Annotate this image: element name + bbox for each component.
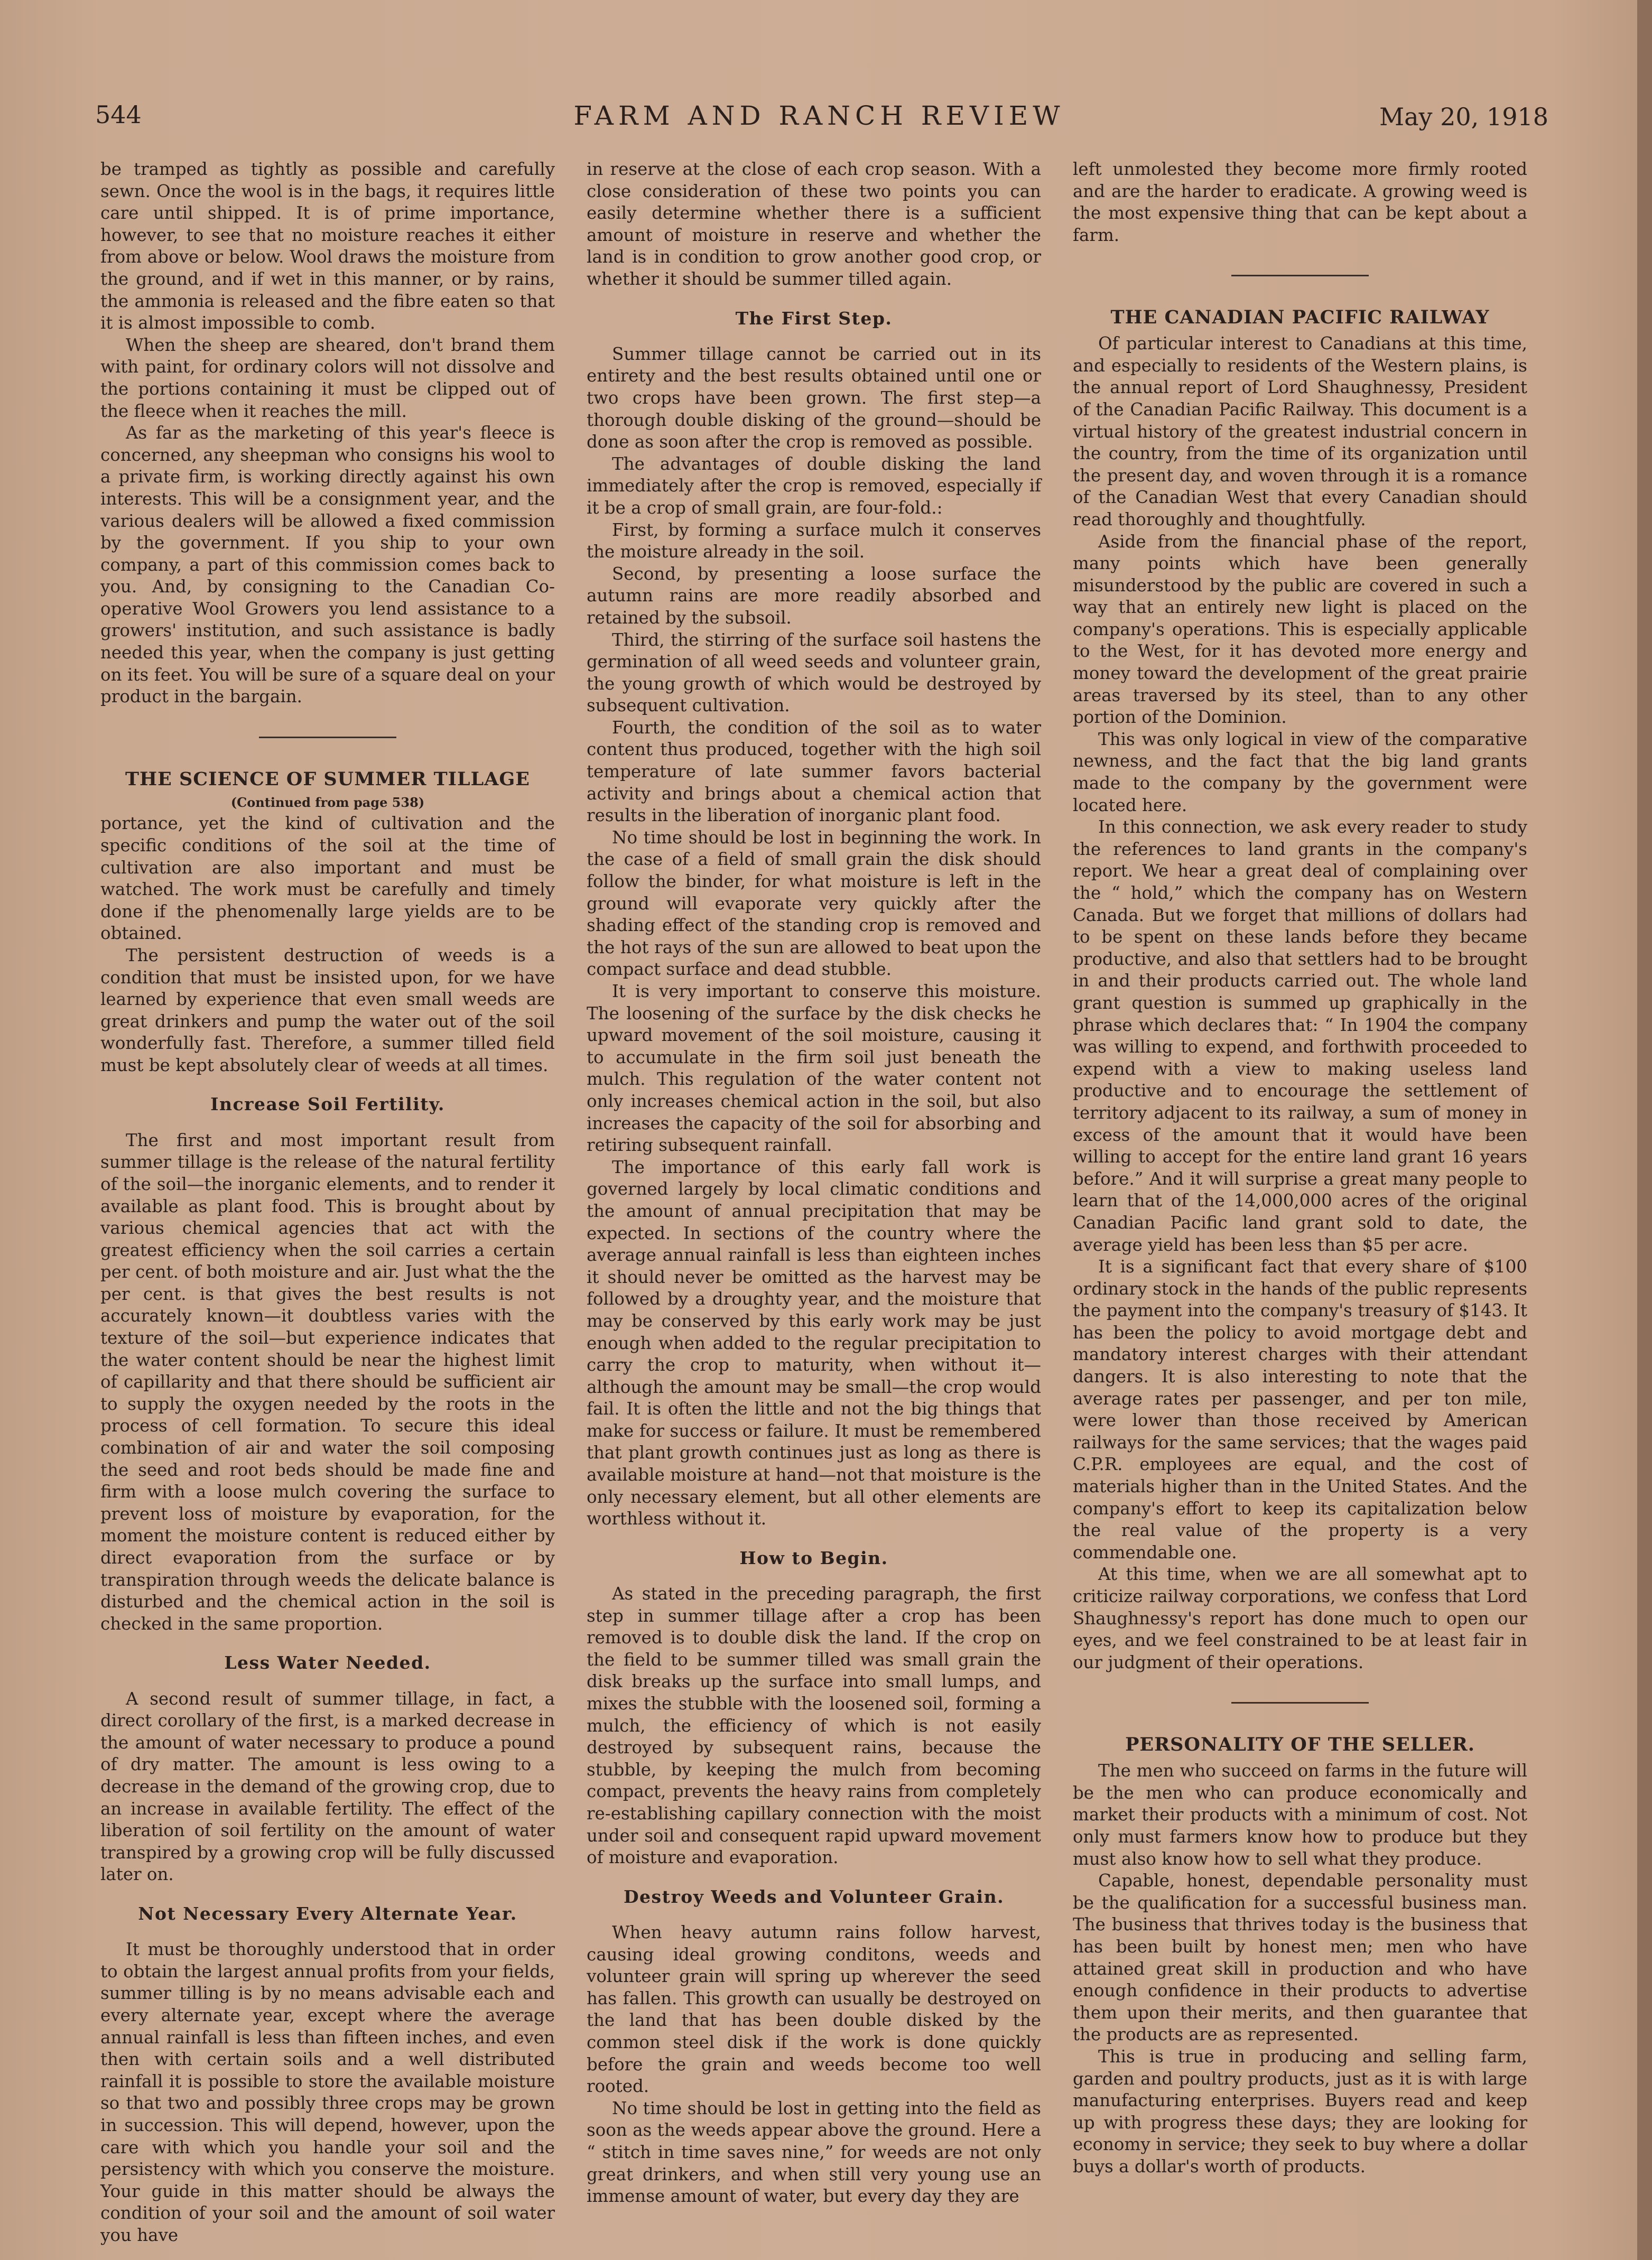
- paragraph: In this connection, we ask every reader to study the references to land grants in the company's report. We hear a great deal of complaining over the “ hold,” which the company has on Western Canada. But we forget that millions of dollars had to be spent on these lands before they became productive, and also that settlers had to be brought in and their products carried out. The whole land grant question is summed up graphically in the phrase which declares that: “ In 1904 the company was willing to expend, and forthwith proceeded to expend with a view to making useless land productive and to encourage the settlement of territory adjacent to its railway, a sum of money in excess of the amount that it would have been willing to accept for the entire land grant 16 years before.” And it will surprise a great many people to learn that of the 14,000,000 acres of the original Canadian Pacific land grant sold to date, the average yield has been less than $5 per acre.: [1073, 817, 1527, 1255]
- paragraph: in reserve at the close of each crop season. With a close consideration of these two points you can easily determine whether there is a sufficient amount of moisture in reserve and whether the land is in condition to grow another good crop, or whether it should be summer tilled again.: [587, 159, 1041, 289]
- section-divider: [1231, 1702, 1369, 1704]
- paragraph: left unmolested they become more firmly rooted and are the harder to eradicate. A growing weed is the most expensive thing that can be kept about a farm.: [1073, 159, 1527, 245]
- continued-note: (Continued from page 538): [230, 794, 425, 810]
- paragraph: Fourth, the condition of the soil as to water content thus produced, together with the high soil temperature of late summer favors bacterial activity and brings about a chemical action that results in the liberation of inorganic plant food.: [587, 717, 1041, 826]
- paragraph: The men who succeed on farms in the future will be the men who can produce economically and market their products with a minimum of cost. Not only must farmers know how to produce but they must also know how to sell what they produce.: [1073, 1761, 1527, 1869]
- paragraph: No time should be lost in beginning the work. In the case of a field of small grain the disk should follow the binder, for what moisture is left in the ground will evaporate very quickly after the shading effect of the standing crop is removed and the hot rays of the sun are allowed to beat upon the compact surface and dead stubble.: [587, 827, 1041, 980]
- column-3: [1073, 159, 1527, 2219]
- paragraph: At this time, when we are all somewhat apt to criticize railway corporations, we confess that Lord Shaughnessy's report has done much to open our eyes, and we feel constrained to be at least fair in our judgment of their operations.: [1073, 1564, 1527, 1672]
- paragraph: Summer tillage cannot be carried out in its entirety and the best results obtained until one or two crops have been grown. The first step—a thorough double disking of the ground—should be done as soon after the crop is removed as possible.: [587, 343, 1041, 452]
- paragraph: portance, yet the kind of cultivation and the specific conditions of the soil at the time of cultivation are also important and must be watched. The work must be carefully and timely done if the phenomenally large yields are to be obtained.: [100, 813, 555, 944]
- paragraph: It is very important to conserve this moisture. The loosening of the surface by the disk checks he upward movement of the soil moisture, causing it to accumulate in the firm soil just beneath the mulch. This regulation of the water content not only increases chemical action in the soil, but also increases the capacity of the soil for absorbing and retiring subsequent rainfall.: [587, 981, 1041, 1156]
- column-2: [587, 159, 1041, 2219]
- page-number: 544: [95, 100, 142, 129]
- paragraph: As stated in the preceding paragraph, the first step in summer tillage after a crop has been removed is to double disk the land. If the crop on the field to be summer tilled was small grain the disk breaks up the surface into small lumps, and mixes the stubble with the loosened soil, forming a mulch, the efficiency of which is not easily destroyed by subsequent rains, because the stubble, by keeping the mulch from becoming compact, prevents the heavy rains from completely re-establishing capillary connection with the moist under soil and consequent rapid upward movement of moisture and evaporation.: [587, 1584, 1041, 1868]
- paragraph: This is true in producing and selling farm, garden and poultry products, just as it is with large manufacturing enterprises. Buyers read and keep up with progress these days; they are looking for economy in service; they seek to buy where a dollar buys a dollar's worth of products.: [1073, 2046, 1527, 2177]
- paragraph: The persistent destruction of weeds is a condition that must be insisted upon, for we have learned by experience that even small weeds are great drinkers and pump the water out of the soil wonderfully fast. Therefore, a summer tilled field must be kept absolutely clear of weeds at all times.: [100, 945, 555, 1075]
- section-divider: [1231, 275, 1369, 276]
- paragraph: A second result of summer tillage, in fact, a direct corollary of the first, is a marked decrease in the amount of water necessary to produce a pound of dry matter. The amount is less owing to a decrease in the demand of the growing crop, due to an increase in available fertility. The effect of the liberation of soil fertility on the amount of water transpired by a growing crop will be fully discussed later on.: [100, 1688, 555, 1885]
- paragraph: Of particular interest to Canadians at this time, and especially to residents of the Western plains, is the annual report of Lord Shaughnessy, President of the Canadian Pacific Railway. This document is a virtual history of the greatest industrial concern in the country, from the time of its organization until the present day, and woven through it is a romance of the Canadian West that every Canadian should read thoroughly and thoughtfully.: [1073, 333, 1527, 529]
- paragraph: This was only logical in view of the comparative newness, and the fact that the big land grants made to the company by the government were located here.: [1073, 729, 1527, 815]
- paragraph: As far as the marketing of this year's fleece is concerned, any sheepman who consigns his wool to a private firm, is working directly against his own interests. This will be a consignment year, and the various dealers will be allowed a fixed commission by the government. If you ship to your own company, a part of this commission comes back to you. And, by consigning to the Canadian Co-operative Wool Growers you lend assistance to a growers' institution, and such assistance is badly needed this year, when the company is just getting on its feet. You will be sure of a square deal on your product in the bargain.: [100, 423, 555, 707]
- paragraph: When the sheep are sheared, don't brand them with paint, for ordinary colors will not dissolve and the portions containing it must be clipped out of the fleece when it reaches the mill.: [100, 334, 555, 421]
- paragraph: First, by forming a surface mulch it conserves the moisture already in the soil.: [587, 519, 1041, 562]
- journal-title: FARM AND RANCH REVIEW: [573, 100, 1065, 131]
- paragraph: The importance of this early fall work is governed largely by local climatic conditions and the amount of annual precipitation that may be expected. In sections of the country where the average annual rainfall is less than eighteen inches it should never be omitted as the harvest may be followed by a droughty year, and the moisture that may be conserved by this early work may be just enough when added to the regular precipitation to carry the crop to maturity, when without it—although the amount may be small—the crop would fail. It is often the little and not the big things that make for success or failure. It must be remembered that plant growth continues just as long as there is available moisture at hand—not that moisture is the only necessary element, but all other elements are worthless without it.: [587, 1157, 1041, 1529]
- paragraph: The advantages of double disking the land immediately after the crop is removed, especially if it be a crop of small grain, are four-fold.:: [587, 453, 1041, 518]
- paragraph: be tramped as tightly as possible and carefully sewn. Once the wool is in the bags, it requires little care until shipped. It is of prime importance, however, to see that no moisture reaches it either from above or below. Wool draws the moisture from the ground, and if wet in this manner, or by rains, the ammonia is released and the fibre eaten so that it is almost impossible to comb.: [100, 159, 555, 333]
- paragraph: No time should be lost in getting into the field as soon as the weeds appear above the ground. Here a “ stitch in time saves nine,” for weeds are not only great drinkers, and when still very young use an immense amount of water, but every day they are: [587, 2098, 1041, 2207]
- paragraph: It is a significant fact that every share of $100 ordinary stock in the hands of the public represents the payment into the company's treasury of $143. It has been the policy to avoid mortgage debt and mandatory interest charges with their attendant dangers. It is also interesting to note that the average rates per passenger, and per ton mile, were lower than those received by American railways for the same services; that the wages paid C.P.R. employees are equal, and the cost of materials higher than in the United States. And the company's effort to keep its capitalization below the real value of the property is a very commendable one.: [1073, 1257, 1527, 1563]
- binding-edge: [1637, 0, 1652, 2260]
- article-title: THE CANADIAN PACIFIC RAILWAY: [1110, 306, 1490, 329]
- page-header: [95, 100, 1548, 137]
- subheading: Increase Soil Fertility.: [210, 1094, 445, 1115]
- paragraph: Third, the stirring of the surface soil hastens the germination of all weed seeds and volunteer grain, the young growth of which would be destroyed by subsequent cultivation.: [587, 629, 1041, 716]
- article-title: PERSONALITY OF THE SELLER.: [1125, 1734, 1475, 1756]
- paragraph: Aside from the financial phase of the report, many points which have been generally misunderstood by the public are covered in such a way that an entirely new light is placed on the company's operations. This is especially applicable to the West, for it has devoted more energy and money toward the development of the great prairie areas traversed by its steel, than to any other portion of the Dominion.: [1073, 531, 1527, 728]
- subheading: Less Water Needed.: [224, 1652, 431, 1673]
- section-divider: [259, 737, 396, 738]
- column-1: [100, 159, 555, 2245]
- subheading: Destroy Weeds and Volunteer Grain.: [623, 1886, 1005, 1907]
- paragraph: It must be thoroughly understood that in order to obtain the largest annual profits from your fields, summer tilling is by no means advisable each and every alternate year, except where the average annual rainfall is less than fifteen inches, and even then with certain soils and a well distributed rainfall it is possible to store the available moisture so that two and possibly three crops may be grown in succession. This will depend, however, upon the care with which you handle your soil and the persistency with which you conserve the moisture. Your guide in this matter should be always the condition of your soil and the amount of soil water you have: [100, 1939, 555, 2245]
- paragraph: Capable, honest, dependable personality must be the qualification for a successful business man. The business that thrives today is the business that has been built by honest men; men who have attained great skill in production and who have enough confidence in their products to advertise them upon their merits, and then guarantee that the products are as represented.: [1073, 1871, 1527, 2045]
- subheading: The First Step.: [735, 308, 893, 329]
- paragraph: The first and most important result from summer tillage is the release of the natural fertility of the soil—the inorganic elements, and to render it available as plant food. This is brought about by various chemical agencies that act with the greatest efficiency when the soil carries a certain per cent. of both moisture and air. Just what the the per cent. is that gives the best results is not accurately known—it doubtless varies with the texture of the soil—but experience indicates that the water content should be near the highest limit of capillarity and that there should be sufficient air to supply the oxygen needed by the roots in the process of cell formation. To secure this ideal combination of air and water the soil composing the seed and root beds should be made fine and firm with a loose mulch covering the surface to prevent loss of moisture by evaporation, for the moment the moisture content is reduced either by direct evaporation from the surface or by transpiration through weeds the delicate balance is disturbed and the chemical action in the soil is checked in the same proportion.: [100, 1130, 555, 1634]
- article-title: THE SCIENCE OF SUMMER TILLAGE: [125, 768, 530, 790]
- subheading: How to Begin.: [739, 1547, 888, 1568]
- paragraph: When heavy autumn rains follow harvest, causing ideal growing conditons, weeds and volunteer grain will spring up wherever the seed has fallen. This growth can usually be destroyed on the land that has been double disked by the common steel disk if the work is done quickly before the grain and weeds become too well rooted.: [587, 1922, 1041, 2097]
- subheading: Not Necessary Every Alternate Year.: [138, 1903, 517, 1924]
- paragraph: Second, by presenting a loose surface the autumn rains are more readily absorbed and retained by the subsoil.: [587, 563, 1041, 628]
- issue-date: May 20, 1918: [1379, 103, 1548, 131]
